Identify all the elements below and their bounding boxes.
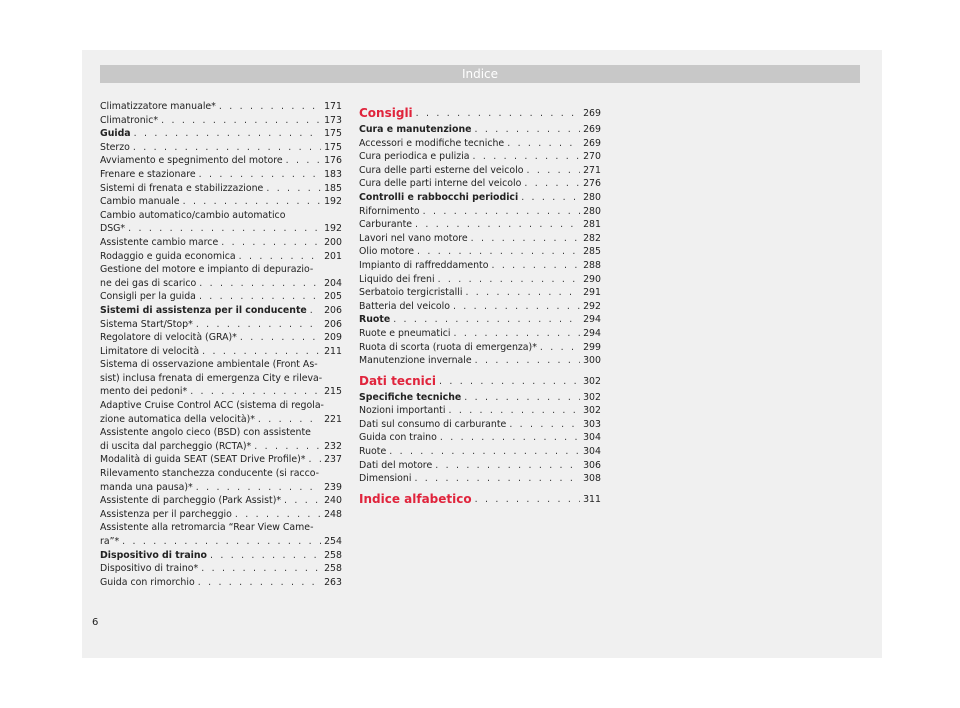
toc-entry[interactable]: Dati del motore . . . 306: [359, 459, 601, 473]
toc-section-entry[interactable]: Specifiche tecniche . . . 302: [359, 391, 601, 405]
toc-entry-line: Gestione del motore e impianto di depurazio-: [100, 264, 314, 276]
toc-entry[interactable]: Manutenzione invernale . . . 300: [359, 354, 601, 368]
toc-entry[interactable]: Batteria del veicolo . . . 292: [359, 300, 601, 314]
toc-entry[interactable]: mento dei pedoni* . . . 215: [100, 385, 342, 399]
toc-entry[interactable]: Sistema Start/Stop* . . . 206: [100, 318, 342, 332]
toc-entry[interactable]: Carburante . . . 281: [359, 218, 601, 232]
toc-entry[interactable]: Cura delle parti interne del veicolo . . . 276: [359, 177, 601, 191]
toc-entry[interactable]: Assistenza per il parcheggio . . . 248: [100, 508, 342, 522]
toc-entry[interactable]: Assistente cambio marce . . . 200: [100, 236, 342, 250]
toc-entry[interactable]: Consigli per la guida . . . 205: [100, 290, 342, 304]
toc-entry[interactable]: Ruote . . . 304: [359, 445, 601, 459]
toc-entry[interactable]: Cura delle parti esterne del veicolo . . . 271: [359, 164, 601, 178]
toc-entry[interactable]: Rodaggio e guida economica . . . 201: [100, 250, 342, 264]
toc-right-column: [359, 100, 601, 509]
toc-entry[interactable]: Limitatore di velocità . . . 211: [100, 345, 342, 359]
toc-entry[interactable]: Nozioni importanti . . . 302: [359, 404, 601, 418]
toc-entry[interactable]: Dispositivo di traino* . . . 258: [100, 562, 342, 576]
toc-entry[interactable]: Impianto di raffreddamento . . . 288: [359, 259, 601, 273]
toc-chapter-entry[interactable]: Consigli . . . 269: [359, 105, 601, 121]
toc-chapter-entry[interactable]: Dati tecnici . . . 302: [359, 373, 601, 389]
toc-entry-line: Sistema di osservazione ambientale (Front As-: [100, 359, 318, 371]
toc-entry[interactable]: Dimensioni . . . 308: [359, 472, 601, 486]
toc-entry[interactable]: Accessori e modifiche tecniche . . . 269: [359, 137, 601, 151]
toc-section-entry[interactable]: Sistemi di assistenza per il conducente . . . 206: [100, 304, 342, 318]
toc-entry[interactable]: Dati sul consumo di carburante . . . 303: [359, 418, 601, 432]
toc-entry[interactable]: ra”* . . . 254: [100, 535, 342, 549]
toc-entry-line: Assistente angolo cieco (BSD) con assistente: [100, 427, 311, 439]
toc-entry[interactable]: Ruota di scorta (ruota di emergenza)* . . . 299: [359, 341, 601, 355]
page-header: Indice: [100, 65, 860, 83]
toc-entry[interactable]: di uscita dal parcheggio (RCTA)* . . . 232: [100, 440, 342, 454]
toc-entry-line: Cambio automatico/cambio automatico: [100, 209, 286, 221]
toc-section-entry[interactable]: Controlli e rabbocchi periodici . . . 280: [359, 191, 601, 205]
toc-entry-line: sist) inclusa frenata di emergenza City e rileva-: [100, 372, 323, 384]
toc-entry[interactable]: Frenare e stazionare . . . 183: [100, 168, 342, 182]
toc-entry[interactable]: Cambio manuale . . . 192: [100, 195, 342, 209]
toc-entry[interactable]: DSG* . . . 192: [100, 222, 342, 236]
toc-entry-line: Adaptive Cruise Control ACC (sistema di regola-: [100, 400, 324, 412]
toc-entry[interactable]: Sistemi di frenata e stabilizzazione . . . 185: [100, 182, 342, 196]
toc-entry[interactable]: Climatronic* . . . 173: [100, 114, 342, 128]
toc-entry-line: Rilevamento stanchezza conducente (si racco-: [100, 468, 320, 480]
toc-entry[interactable]: Guida con traino . . . 304: [359, 431, 601, 445]
toc-entry[interactable]: Assistente di parcheggio (Park Assist)* . . . 240: [100, 494, 342, 508]
toc-entry[interactable]: zione automatica della velocità)* . . . 221: [100, 413, 342, 427]
toc-entry[interactable]: Cura periodica e pulizia . . . 270: [359, 150, 601, 164]
toc-entry[interactable]: Modalità di guida SEAT (SEAT Drive Profile)* . . . 237: [100, 453, 342, 467]
toc-section-entry[interactable]: Dispositivo di traino . . . 258: [100, 549, 342, 563]
toc-section-entry[interactable]: Ruote . . . 294: [359, 313, 601, 327]
toc-entry[interactable]: Olio motore . . . 285: [359, 245, 601, 259]
toc-entry[interactable]: manda una pausa)* . . . 239: [100, 481, 342, 495]
toc-entry[interactable]: Climatizzatore manuale* . . . 171: [100, 100, 342, 114]
toc-entry[interactable]: Avviamento e spegnimento del motore . . . 176: [100, 154, 342, 168]
toc-left-column: [100, 100, 342, 589]
toc-entry[interactable]: Lavori nel vano motore . . . 282: [359, 232, 601, 246]
toc-entry[interactable]: ne dei gas di scarico . . . 204: [100, 277, 342, 291]
toc-entry[interactable]: Liquido dei freni . . . 290: [359, 273, 601, 287]
toc-entry[interactable]: Sterzo . . . 175: [100, 141, 342, 155]
toc-entry[interactable]: Rifornimento . . . 280: [359, 205, 601, 219]
toc-entry[interactable]: Serbatoio tergicristalli . . . 291: [359, 286, 601, 300]
toc-section-entry[interactable]: Cura e manutenzione . . . 269: [359, 123, 601, 137]
toc-section-entry[interactable]: Guida . . . 175: [100, 127, 342, 141]
toc-chapter-entry[interactable]: Indice alfabetico . . . 311: [359, 491, 601, 507]
toc-entry[interactable]: Guida con rimorchio . . . 263: [100, 576, 342, 590]
page-number: 6: [92, 617, 99, 628]
toc-entry[interactable]: Regolatore di velocità (GRA)* . . . 209: [100, 331, 342, 345]
toc-entry[interactable]: Ruote e pneumatici . . . 294: [359, 327, 601, 341]
toc-entry-line: Assistente alla retromarcia “Rear View Came-: [100, 522, 314, 534]
